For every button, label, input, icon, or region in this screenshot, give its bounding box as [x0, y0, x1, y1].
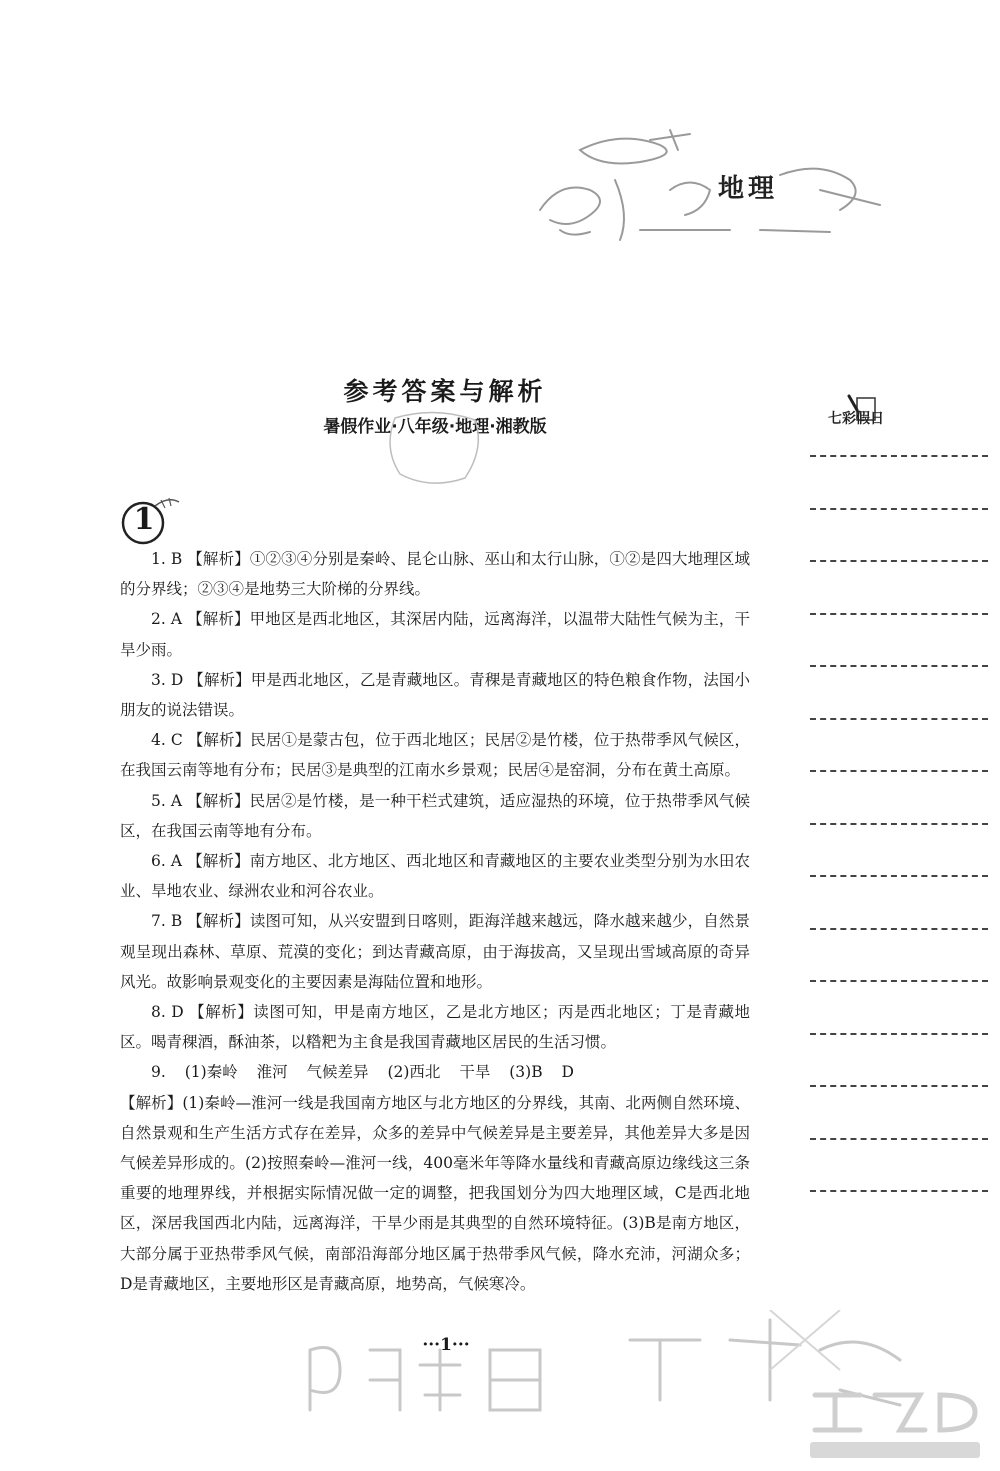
note-line: [810, 718, 988, 720]
answer-item-7: 7. B 【解析】读图可知，从兴安盟到日喀则，距海洋越来越远，降水越来越少，自然景观呈现出森林、草原、荒漠的变化；到达青藏高原，由于海拔高，又呈现出雪域高原的奇异风光。故影响景观变化的主要因素是海陆位置和地形。: [120, 912, 750, 991]
answer-item-5: 5. A 【解析】民居②是竹楼，是一种干栏式建筑，适应湿热的环境，位于热带季风气候区，在我国云南等地有分布。: [120, 791, 750, 840]
answer-item-4: 4. C 【解析】民居①是蒙古包，位于西北地区；民居②是竹楼，位于热带季风气候区，在我国云南等地有分布；民居③是典型的江南水乡景观；民居④是窑洞，分布在黄土高原。: [120, 731, 750, 780]
header-sketch-illustration: [520, 120, 900, 250]
answer-list: [120, 544, 750, 1299]
note-line: [810, 928, 988, 930]
note-line: [810, 1190, 988, 1192]
answer-item-8: 8. D 【解析】读图可知，甲是南方地区，乙是北方地区；丙是西北地区；丁是青藏地区。喝青稞酒，酥油茶，以糌粑为主食是我国青藏地区居民的生活习惯。: [120, 1003, 750, 1052]
note-line: [810, 823, 988, 825]
brand-label: 七彩假日: [828, 411, 884, 427]
note-line: [810, 1085, 988, 1087]
page-number: ···1···: [422, 1335, 470, 1355]
answer-item-1: 1. B 【解析】①②③④分别是秦岭、昆仑山脉、巫山和太行山脉，①②是四大地理区域的分界线；②③④是地势三大阶梯的分界线。: [120, 550, 750, 599]
note-line: [810, 1138, 988, 1140]
answer-item-9-head: 9. (1)秦岭 淮河 气候差异 (2)西北 干旱 (3)B D: [151, 1063, 574, 1082]
watermark-logo: [800, 1380, 990, 1465]
note-line: [810, 665, 988, 667]
answer-item-3: 3. D 【解析】甲是西北地区，乙是青藏地区。青稞是青藏地区的特色粮食作物，法国小朋友的说法错误。: [120, 670, 750, 720]
note-line: [810, 613, 988, 615]
note-line: [810, 560, 988, 562]
answer-item-9-analysis: 【解析】(1)秦岭—淮河一线是我国南方地区与北方地区的分界线，其南、北两侧自然环境、自然景观和生产生活方式存在差异，众多的差异中气候差异是主要差异，其他差异大多是因气候差异形成的。(2)按照秦岭—淮河一线，400毫米年等降水量线和青藏高原边缘线这三条重要的地理界线，并根据实际情况做一定的调整，把我国划分为四大地理区域，C是西北地区，深居我国西北内陆，远离海洋，干旱少雨是其典型的自然环境特征。(3)B是南方地区，大部分属于亚热带季风气候，南部沿海部分地区属于热带季风气候，降水充沛，河湖众多；D是青藏地区，主要地形区是青藏高原，地势高，气候寒冷。: [120, 1093, 750, 1293]
stamp-mark: [375, 408, 495, 488]
note-line: [810, 455, 988, 457]
answer-item-2: 2. A 【解析】甲地区是西北地区，其深居内陆，远离海洋，以温带大陆性气候为主，干旱少雨。: [120, 610, 750, 659]
note-line: [810, 875, 988, 877]
page-subtitle: 暑假作业·八年级·地理·湘教版: [323, 417, 547, 437]
section-number: 1: [133, 502, 155, 537]
note-line: [810, 980, 988, 982]
subject-label: 地理: [718, 174, 779, 204]
note-line: [810, 770, 988, 772]
note-line: [810, 508, 988, 510]
note-line: [810, 1033, 988, 1035]
page-title: 参考答案与解析: [343, 377, 547, 406]
answer-item-6: 6. A 【解析】南方地区、北方地区、西北地区和青藏地区的主要农业类型分别为水田农业、旱地农业、绿洲农业和河谷农业。: [120, 852, 750, 901]
